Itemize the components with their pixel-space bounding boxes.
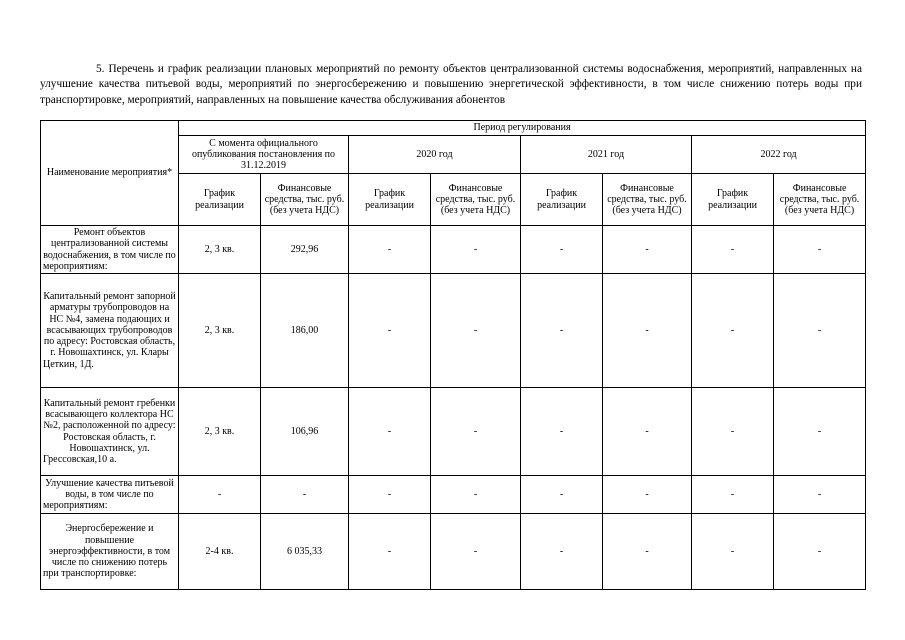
cell-schedule: -: [179, 476, 261, 514]
cell-schedule: -: [349, 274, 431, 388]
cell-schedule: -: [349, 388, 431, 476]
cell-finance: -: [603, 514, 692, 590]
subheader-finance: Финансовые средства, тыс. руб. (без учета НДС): [431, 174, 521, 226]
row-name: Улучшение качества питьевой воды, в том числе по мероприятиям:: [41, 476, 179, 514]
cell-schedule: -: [521, 274, 603, 388]
cell-finance: -: [603, 388, 692, 476]
cell-finance: -: [774, 274, 866, 388]
cell-schedule: -: [349, 514, 431, 590]
table-row: [41, 514, 866, 590]
row-name: Энергосбережение и повышение энергоэффективности, в том числе по снижению потерь при транспортировке:: [41, 514, 179, 590]
subheader-schedule: График реализации: [179, 174, 261, 226]
cell-finance: -: [774, 388, 866, 476]
subheader-finance: Финансовые средства, тыс. руб. (без учета НДС): [603, 174, 692, 226]
cell-finance: -: [261, 476, 349, 514]
document-heading: 5. Перечень и график реализации плановых мероприятий по ремонту объектов централизованной системы водоснабжения, мероприятий, направленных на улучшение качества питьевой воды, мероприятий по энергосбережению и повышению энергетической эффективности, в том числе снижению потерь воды при транспортировке, мероприятий, направленных на повышение качества обслуживания абонентов: [40, 63, 862, 106]
cell-finance: -: [774, 476, 866, 514]
cell-finance: -: [774, 514, 866, 590]
header-period-initial: С момента официального опубликования постановления по 31.12.2019: [179, 136, 349, 174]
subheader-finance: Финансовые средства, тыс. руб. (без учета НДС): [774, 174, 866, 226]
cell-finance: -: [431, 388, 521, 476]
cell-finance: -: [774, 226, 866, 274]
cell-schedule: -: [692, 274, 774, 388]
header-period-2022: 2022 год: [692, 136, 866, 174]
row-name: Ремонт объектов централизованной системы водоснабжения, в том числе по мероприятиям:: [41, 226, 179, 274]
cell-finance: -: [431, 476, 521, 514]
subheader-schedule: График реализации: [349, 174, 431, 226]
row-name: Капитальный ремонт запорной арматуры трубопроводов на НС №4, замена подающих и всасывающих трубопроводов по адресу: Ростовская область, г. Новошахтинск, ул. Клары Цеткин, 1Д.: [41, 274, 179, 388]
cell-schedule: 2, 3 кв.: [179, 226, 261, 274]
cell-schedule: -: [349, 226, 431, 274]
cell-finance: -: [431, 514, 521, 590]
cell-finance: -: [603, 226, 692, 274]
plan-table: [40, 120, 866, 590]
cell-finance: -: [603, 476, 692, 514]
cell-schedule: 2-4 кв.: [179, 514, 261, 590]
row-name: Капитальный ремонт гребенки всасывающего коллектора НС №2, расположенной по адресу: Ростовская область, г. Новошахтинск, ул. Грессовская,10 а.: [41, 388, 179, 476]
cell-schedule: -: [521, 388, 603, 476]
cell-schedule: -: [349, 476, 431, 514]
table-row: [41, 388, 866, 476]
subheader-schedule: График реализации: [692, 174, 774, 226]
cell-finance: -: [431, 274, 521, 388]
cell-schedule: -: [521, 476, 603, 514]
cell-finance: 292,96: [261, 226, 349, 274]
cell-schedule: -: [521, 226, 603, 274]
cell-schedule: 2, 3 кв.: [179, 388, 261, 476]
cell-schedule: -: [692, 476, 774, 514]
cell-finance: -: [431, 226, 521, 274]
table-row: [41, 476, 866, 514]
cell-schedule: 2, 3 кв.: [179, 274, 261, 388]
cell-finance: -: [603, 274, 692, 388]
cell-schedule: -: [692, 514, 774, 590]
cell-finance: 106,96: [261, 388, 349, 476]
subheader-schedule: График реализации: [521, 174, 603, 226]
cell-finance: 6 035,33: [261, 514, 349, 590]
table-row: [41, 274, 866, 388]
header-period-2020: 2020 год: [349, 136, 521, 174]
cell-schedule: -: [692, 226, 774, 274]
cell-schedule: -: [521, 514, 603, 590]
header-period: Период регулирования: [179, 121, 866, 136]
subheader-finance: Финансовые средства, тыс. руб. (без учета НДС): [261, 174, 349, 226]
header-name: Наименование мероприятия*: [41, 121, 179, 226]
cell-finance: 186,00: [261, 274, 349, 388]
table-row: [41, 226, 866, 274]
header-period-2021: 2021 год: [521, 136, 692, 174]
cell-schedule: -: [692, 388, 774, 476]
